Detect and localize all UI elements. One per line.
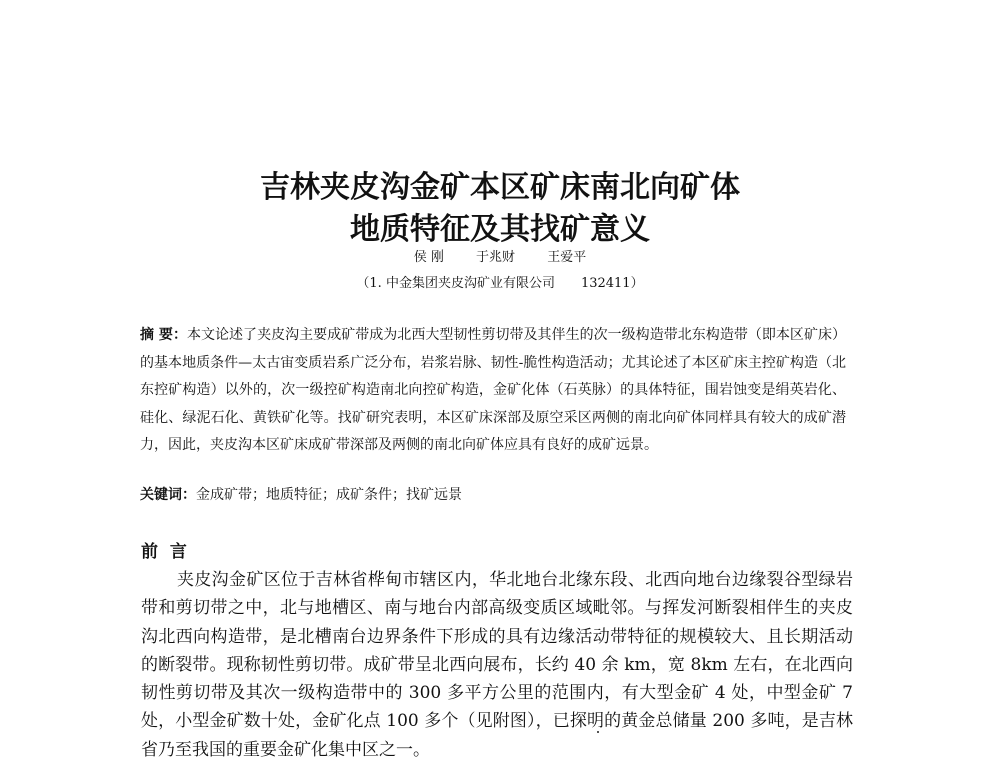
author-1: 侯 刚 — [413, 250, 444, 265]
section-paragraph: 夹皮沟金矿区位于吉林省桦甸市辖区内，华北地台北缘东段、北西向地台边缘裂谷型绿岩带和剪切带之中，北与地槽区、南与地台内部高级变质区域毗邻。与挥发河断裂相伴生的夹皮沟北西向构造带，是北槽南台边界条件下形成的具有边缘活动带特征的规模较大、且长期活动的断裂带。现称韧性剪切带。成矿带呈北西向展布，长约 40 余 km，宽 8km 左右，在北西向韧性剪切带及其次一级构造带中的 300 多平方公里的范围内，有大型金矿 4 处，中型金矿 7 处，小型金矿数十处，金矿化点 100 多个（见附图），已探明的黄金总储量 200 多吨，是吉林省乃至我国的重要金矿化集中区之一。 — [141, 570, 853, 760]
affiliation-postcode: 132411） — [580, 276, 644, 291]
keywords — [140, 484, 846, 506]
affiliation — [0, 272, 1000, 291]
author-2: 于兆财 — [476, 250, 516, 265]
title-line-2: 地质特征及其找矿意义 — [350, 212, 650, 247]
keywords-label: 关键词： — [140, 487, 196, 503]
keywords-text: 金成矿带；地质特征；成矿条件；找矿远景 — [196, 487, 462, 503]
author-3: 王爱平 — [547, 250, 587, 265]
abstract-text: 本文论述了夹皮沟主要成矿带成为北西大型韧性剪切带及其伴生的次一级构造带北东构造带（即本区矿床）的基本地质条件—太古宙变质岩系广泛分布，岩浆岩脉、韧性-脆性构造活动；尤其论述了本区矿床主控矿构造（北东控矿构造）以外的，次一级控矿构造南北向控矿构造，金矿化体（石英脉）的具体特征，围岩蚀变是绢英岩化、硅化、绿泥石化、黄铁矿化等。找矿研究表明，本区矿床深部及原空采区两侧的南北向矿体同样具有较大的成矿潜力，因此，夹皮沟本区矿床成矿带深部及两侧的南北向矿体应具有良好的成矿远景。 — [140, 327, 847, 453]
title-line-1: 吉林夹皮沟金矿本区矿床南北向矿体 — [260, 170, 740, 205]
abstract-label: 摘 要： — [140, 327, 187, 343]
scan-speck — [597, 731, 599, 733]
section-heading: 前 言 — [141, 542, 190, 562]
abstract — [140, 322, 846, 460]
author-list — [0, 246, 1000, 265]
affiliation-name: （1. 中金集团夹皮沟矿业有限公司 — [356, 276, 555, 291]
